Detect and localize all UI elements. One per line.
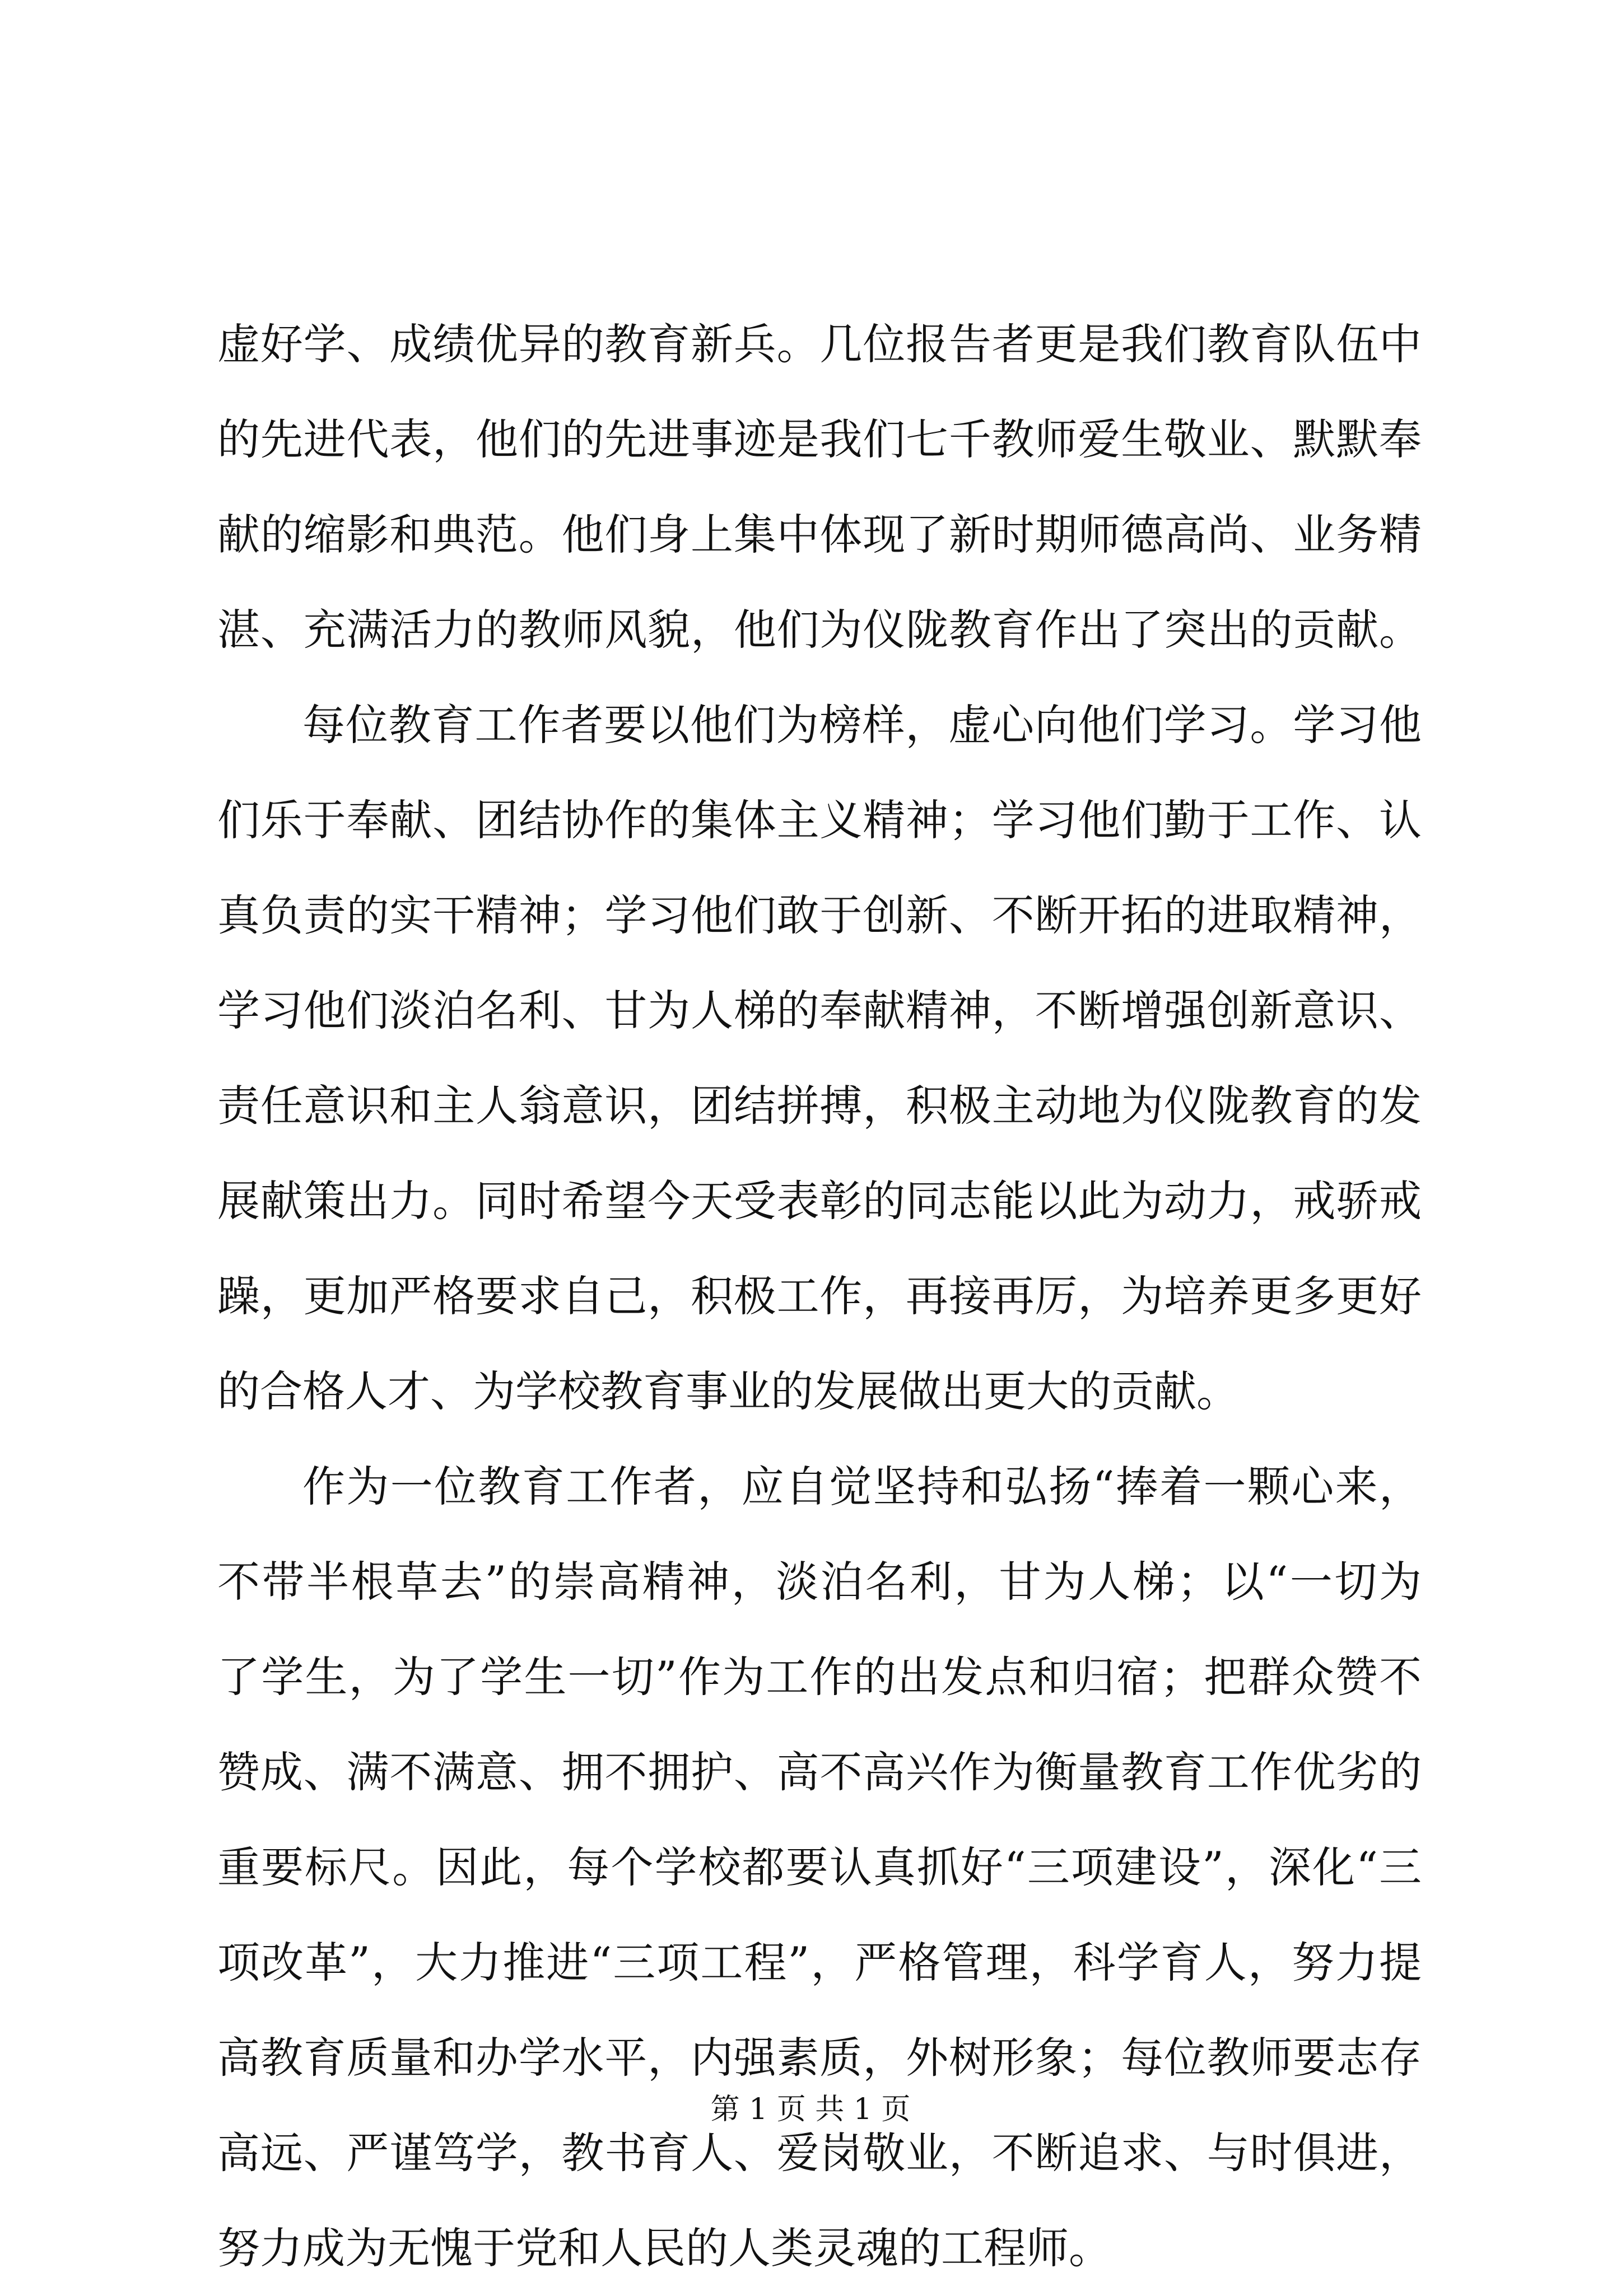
- text-line: 的合格人才、为学校教育事业的发展做出更大的贡献。: [217, 1366, 1239, 1416]
- document-body: [217, 297, 1422, 2296]
- text-line: 虚好学、成绩优异的教育新兵。几位报告者更是我们教育队伍中: [217, 319, 1422, 369]
- text-line: 作为一位教育工作者，应自觉坚持和弘扬“捧着一颗心来，: [302, 1462, 1422, 1511]
- text-line: 展献策出力。同时希望今天受表彰的同志能以此为动力，戒骄戒: [217, 1176, 1422, 1226]
- text-line: 重要标尺。因此，每个学校都要认真抓好“三项建设”，深化“三: [217, 1842, 1422, 1892]
- text-line: 不带半根草去”的崇高精神，淡泊名利，甘为人梯；以“一切为: [217, 1557, 1422, 1607]
- text-line: 真负责的实干精神；学习他们敢于创新、不断开拓的进取精神，: [217, 890, 1422, 940]
- text-line: 努力成为无愧于党和人民的人类灵魂的工程师。: [217, 2223, 1111, 2273]
- text-line: 项改革”，大力推进“三项工程”，严格管理，科学育人，努力提: [217, 1938, 1422, 1987]
- text-line: 献的缩影和典范。他们身上集中体现了新时期师德高尚、业务精: [217, 510, 1422, 559]
- paragraph-3: [217, 1439, 1422, 2296]
- text-line: 的先进代表，他们的先进事迹是我们七千教师爱生敬业、默默奉: [217, 414, 1422, 464]
- text-line: 躁，更加严格要求自己，积极工作，再接再厉，为培养更多更好: [217, 1271, 1422, 1321]
- page-number-footer: 第 1 页 共 1 页: [710, 2093, 911, 2126]
- text-line: 赞成、满不满意、拥不拥护、高不高兴作为衡量教育工作优劣的: [217, 1747, 1422, 1797]
- text-line: 学习他们淡泊名利、甘为人梯的奉献精神，不断增强创新意识、: [217, 986, 1422, 1035]
- paragraph-1: [217, 297, 1422, 678]
- text-line: 高教育质量和办学水平，内强素质，外树形象；每位教师要志存: [217, 2033, 1422, 2083]
- text-line: 们乐于奉献、团结协作的集体主义精神；学习他们勤于工作、认: [217, 795, 1422, 845]
- text-line: 了学生，为了学生一切”作为工作的出发点和归宿；把群众赞不: [217, 1652, 1422, 1702]
- text-line: 高远、严谨笃学，教书育人、爱岗敬业，不断追求、与时俱进，: [217, 2128, 1422, 2178]
- text-line: 每位教育工作者要以他们为榜样，虚心向他们学习。学习他: [302, 700, 1422, 750]
- paragraph-2: [217, 678, 1422, 1439]
- text-line: 湛、充满活力的教师风貌，他们为仪陇教育作出了突出的贡献。: [217, 605, 1422, 655]
- text-line: 责任意识和主人翁意识，团结拼搏，积极主动地为仪陇教育的发: [217, 1081, 1422, 1131]
